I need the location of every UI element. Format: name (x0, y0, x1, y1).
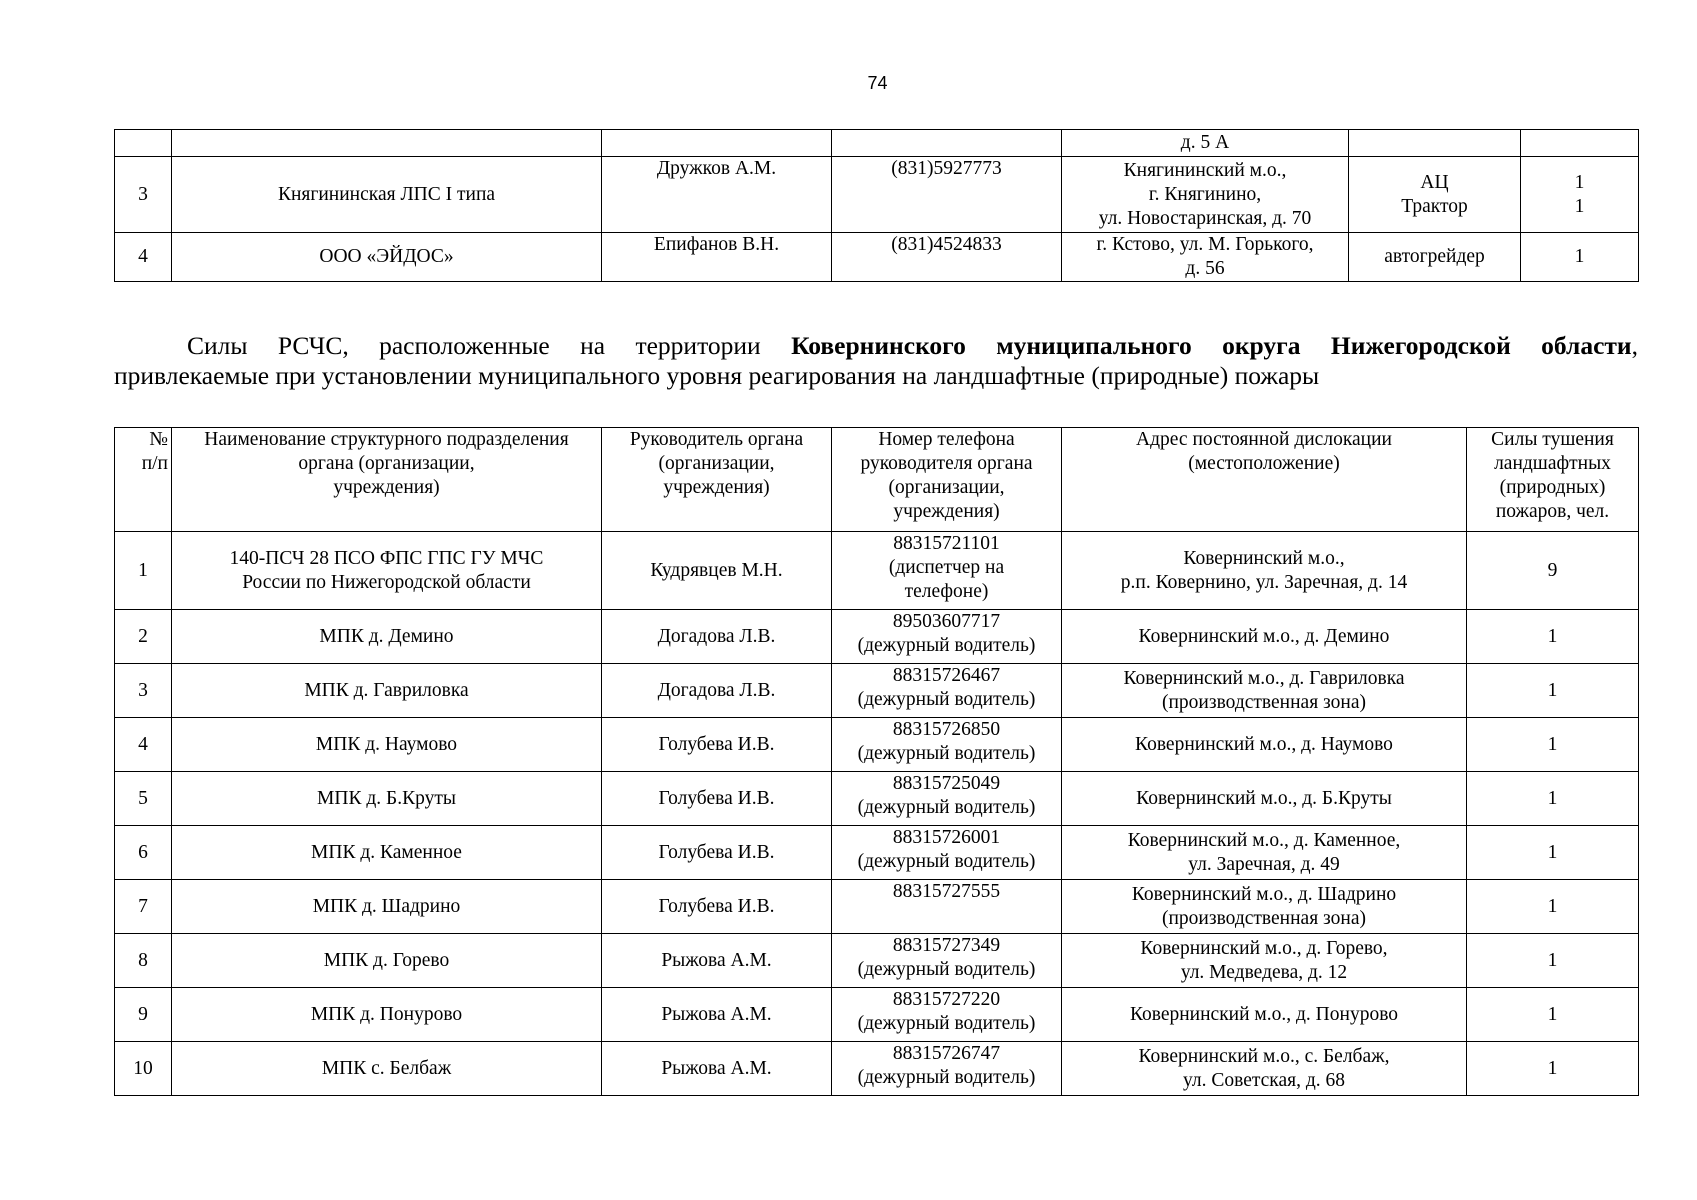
cell-head: Рыжова А.М. (602, 988, 832, 1042)
cell-line: Ковернинский м.о., с. Белбаж, (1138, 1045, 1390, 1067)
cell-line: (дежурный водитель) (857, 851, 1036, 872)
cell-line: (диспетчер на (888, 557, 1005, 578)
cell-phone: (831)4524833 (832, 233, 1062, 282)
cell-line: Адрес постоянной дислокации (1136, 429, 1392, 450)
cell-num: 7 (115, 880, 172, 934)
cell-phone (832, 130, 1062, 157)
cell-forces: 1 (1467, 880, 1639, 934)
cell-address (1062, 664, 1467, 718)
cell-forces: 1 (1467, 610, 1639, 664)
page-number: 74 (867, 73, 888, 93)
cell-line: учреждения) (893, 501, 1000, 522)
cell-line: (местоположение) (1188, 453, 1340, 474)
cell-num: 2 (115, 610, 172, 664)
cell-equipment (1349, 233, 1521, 282)
table-row (115, 880, 1639, 934)
header-address (1062, 428, 1467, 532)
cell-phone (832, 610, 1062, 664)
cell-line: (дежурный водитель) (857, 1013, 1036, 1034)
header-phone (832, 428, 1062, 532)
cell-name (172, 1042, 602, 1096)
cell-count (1521, 233, 1639, 282)
cell-head: Догадова Л.В. (602, 610, 832, 664)
table-row (115, 826, 1639, 880)
header-forces (1467, 428, 1639, 532)
cell-forces: 1 (1467, 718, 1639, 772)
cell-forces: 1 (1467, 934, 1639, 988)
cell-num: 8 (115, 934, 172, 988)
cell-line: 1 (1574, 171, 1585, 193)
heading-bold-region: Ковернинского муниципального округа Нижегородской области (791, 331, 1632, 360)
cell-address (1062, 532, 1467, 610)
cell-line: № (149, 429, 168, 450)
cell-head: Кудрявцев М.Н. (602, 532, 832, 610)
cell-phone (832, 1042, 1062, 1096)
cell-line: Ковернинский м.о., д. Понурово (1129, 1003, 1399, 1025)
table-row (115, 934, 1639, 988)
cell-name (172, 934, 602, 988)
cell-num: 10 (115, 1042, 172, 1096)
cell-name (172, 130, 602, 157)
cell-equipment (1349, 130, 1521, 157)
cell-line: Номер телефона (878, 429, 1015, 450)
cell-line: д. 56 (1185, 258, 1225, 279)
cell-address (1062, 826, 1467, 880)
cell-line: органа (организации, (298, 453, 475, 474)
cell-line: учреждения) (333, 477, 440, 498)
cell-head (602, 130, 832, 157)
cell-line: Ковернинский м.о., д. Гавриловка (1123, 667, 1405, 689)
cell-line: Трактор (1401, 195, 1468, 217)
cell-num: 4 (115, 718, 172, 772)
cell-line: г. Княгинино, (1148, 183, 1262, 205)
cell-line: ул. Заречная, д. 49 (1188, 853, 1340, 875)
table-row (115, 157, 1639, 233)
cell-head: Дружков А.М. (602, 157, 832, 233)
cell-phone: (831)5927773 (832, 157, 1062, 233)
cell-head: Голубева И.В. (602, 718, 832, 772)
table-header-row (115, 428, 1639, 532)
table-row (115, 532, 1639, 610)
cell-name (172, 532, 602, 610)
cell-num: 6 (115, 826, 172, 880)
cell-num (115, 130, 172, 157)
cell-line: г. Кстово, ул. М. Горького, (1096, 234, 1314, 255)
cell-name (172, 772, 602, 826)
cell-line: Силы тушения (1491, 429, 1614, 450)
cell-phone (832, 532, 1062, 610)
cell-forces: 1 (1467, 826, 1639, 880)
cell-address (1062, 772, 1467, 826)
cell-name (172, 718, 602, 772)
cell-line: (производственная зона) (1162, 907, 1366, 929)
cell-name: ООО «ЭЙДОС» (172, 233, 602, 282)
table-row (115, 988, 1639, 1042)
cell-line: ул. Новостаринская, д. 70 (1098, 207, 1312, 229)
cell-line: (организации, (888, 477, 1005, 498)
cell-line: 88315721101 (893, 533, 1000, 554)
cell-line: (природных) (1499, 477, 1606, 498)
continued-table (114, 129, 1639, 282)
cell-name (172, 664, 602, 718)
header-head (602, 428, 832, 532)
cell-line: руководителя органа (860, 453, 1033, 474)
cell-line: России по Нижегородской области (242, 571, 531, 593)
cell-phone (832, 772, 1062, 826)
cell-phone (832, 988, 1062, 1042)
cell-address (1062, 233, 1349, 282)
cell-phone (832, 826, 1062, 880)
cell-line: Руководитель органа (629, 429, 804, 450)
cell-line: (дежурный водитель) (857, 689, 1036, 710)
cell-head: Рыжова А.М. (602, 934, 832, 988)
cell-name (172, 610, 602, 664)
cell-head: Голубева И.В. (602, 880, 832, 934)
cell-line: 88315726850 (892, 719, 1001, 740)
cell-num: 9 (115, 988, 172, 1042)
cell-line: п/п (141, 453, 168, 474)
cell-num: 3 (115, 157, 172, 233)
cell-address (1062, 880, 1467, 934)
cell-line: Ковернинский м.о., д. Каменное, (1127, 829, 1401, 851)
cell-line: МПК д. Наумово (315, 733, 458, 755)
cell-line: (дежурный водитель) (857, 797, 1036, 818)
table-row (115, 772, 1639, 826)
cell-name (172, 826, 602, 880)
cell-line: (дежурный водитель) (857, 635, 1036, 656)
cell-name (172, 988, 602, 1042)
cell-line: (организации, (658, 453, 775, 474)
heading-line2: привлекаемые при установлении муниципального уровня реагирования на ландшафтные (природные) пожары (114, 361, 1320, 390)
cell-line: Ковернинский м.о., д. Б.Круты (1136, 787, 1392, 809)
cell-head: Голубева И.В. (602, 826, 832, 880)
cell-name (172, 880, 602, 934)
cell-line: МПК д. Понурово (310, 1003, 463, 1025)
cell-line: р.п. Ковернино, ул. Заречная, д. 14 (1120, 571, 1408, 593)
cell-forces: 1 (1467, 988, 1639, 1042)
cell-name: Княгининская ЛПС I типа (172, 157, 602, 233)
cell-line: 88315726747 (892, 1043, 1001, 1064)
cell-line: Ковернинский м.о., д. Горево, (1140, 937, 1388, 959)
cell-line: телефоне) (904, 581, 989, 602)
cell-line: МПК д. Горево (323, 949, 450, 971)
cell-line: учреждения) (663, 477, 770, 498)
header-name (172, 428, 602, 532)
cell-line: д. 5 А (1180, 132, 1230, 153)
table-row (115, 130, 1639, 157)
cell-line: 88315726467 (892, 665, 1001, 686)
table-row (115, 610, 1639, 664)
cell-line: 88315727555 (892, 881, 1001, 902)
cell-forces: 1 (1467, 1042, 1639, 1096)
table-row (115, 718, 1639, 772)
cell-address (1062, 718, 1467, 772)
cell-phone (832, 880, 1062, 934)
cell-count (1521, 157, 1639, 233)
cell-num: 1 (115, 532, 172, 610)
cell-line: Ковернинский м.о., д. Демино (1138, 625, 1390, 647)
cell-line: (производственная зона) (1162, 691, 1366, 713)
cell-line: Ковернинский м.о., д. Наумово (1135, 733, 1393, 755)
cell-line: МПК д. Б.Круты (317, 787, 456, 809)
cell-line: Наименование структурного подразделения (204, 429, 569, 450)
table-row (115, 664, 1639, 718)
cell-line: Ковернинский м.о., д. Шадрино (1131, 883, 1397, 905)
cell-equipment (1349, 157, 1521, 233)
cell-forces: 1 (1467, 664, 1639, 718)
table-row (115, 233, 1639, 282)
table-row (115, 1042, 1639, 1096)
cell-line: МПК с. Белбаж (321, 1057, 452, 1079)
section-heading: Силы РСЧС, расположенные на территории Ковернинского муниципального округа Нижегородской области, привлекаемые при установлении муниципального уровня реагирования на ландшафтные (природные) пожары (114, 331, 1638, 390)
cell-line: 88315727220 (892, 989, 1001, 1010)
cell-address (1062, 130, 1349, 157)
cell-address (1062, 157, 1349, 233)
header-num (115, 428, 172, 532)
cell-phone (832, 664, 1062, 718)
cell-num: 3 (115, 664, 172, 718)
cell-line: ландшафтных (1494, 453, 1611, 474)
cell-address (1062, 934, 1467, 988)
cell-address (1062, 610, 1467, 664)
cell-line: МПК д. Каменное (311, 841, 462, 863)
cell-line: АЦ (1420, 171, 1449, 193)
cell-num: 5 (115, 772, 172, 826)
cell-forces: 1 (1467, 772, 1639, 826)
cell-phone (832, 718, 1062, 772)
cell-head: Догадова Л.В. (602, 664, 832, 718)
cell-head: Епифанов В.Н. (602, 233, 832, 282)
cell-line: МПК д. Демино (319, 625, 454, 647)
cell-phone (832, 934, 1062, 988)
cell-head: Рыжова А.М. (602, 1042, 832, 1096)
cell-line: 89503607717 (892, 611, 1001, 632)
cell-line: МПК д. Шадрино (312, 895, 461, 917)
cell-address (1062, 988, 1467, 1042)
cell-line: автогрейдер (1384, 246, 1485, 267)
cell-line: пожаров, чел. (1495, 501, 1610, 522)
cell-num: 4 (115, 233, 172, 282)
cell-line: Ковернинский м.о., (1183, 547, 1345, 569)
cell-line: (дежурный водитель) (857, 1067, 1036, 1088)
cell-address (1062, 1042, 1467, 1096)
cell-line: 1 (1574, 195, 1585, 217)
cell-line: 88315725049 (892, 773, 1001, 794)
cell-line: МПК д. Гавриловка (304, 679, 469, 701)
cell-line: 140-ПСЧ 28 ПСО ФПС ГПС ГУ МЧС (229, 547, 544, 569)
cell-line: (дежурный водитель) (857, 959, 1036, 980)
cell-head: Голубева И.В. (602, 772, 832, 826)
cell-line: ул. Советская, д. 68 (1182, 1069, 1346, 1091)
cell-line: 1 (1574, 246, 1585, 267)
cell-line: (дежурный водитель) (857, 743, 1036, 764)
cell-count (1521, 130, 1639, 157)
cell-forces: 9 (1467, 532, 1639, 610)
cell-line: 88315727349 (892, 935, 1001, 956)
forces-table (114, 427, 1639, 1096)
cell-line: 88315726001 (892, 827, 1001, 848)
cell-line: Княгининский м.о., (1123, 159, 1287, 181)
cell-line: ул. Медведева, д. 12 (1180, 961, 1348, 983)
